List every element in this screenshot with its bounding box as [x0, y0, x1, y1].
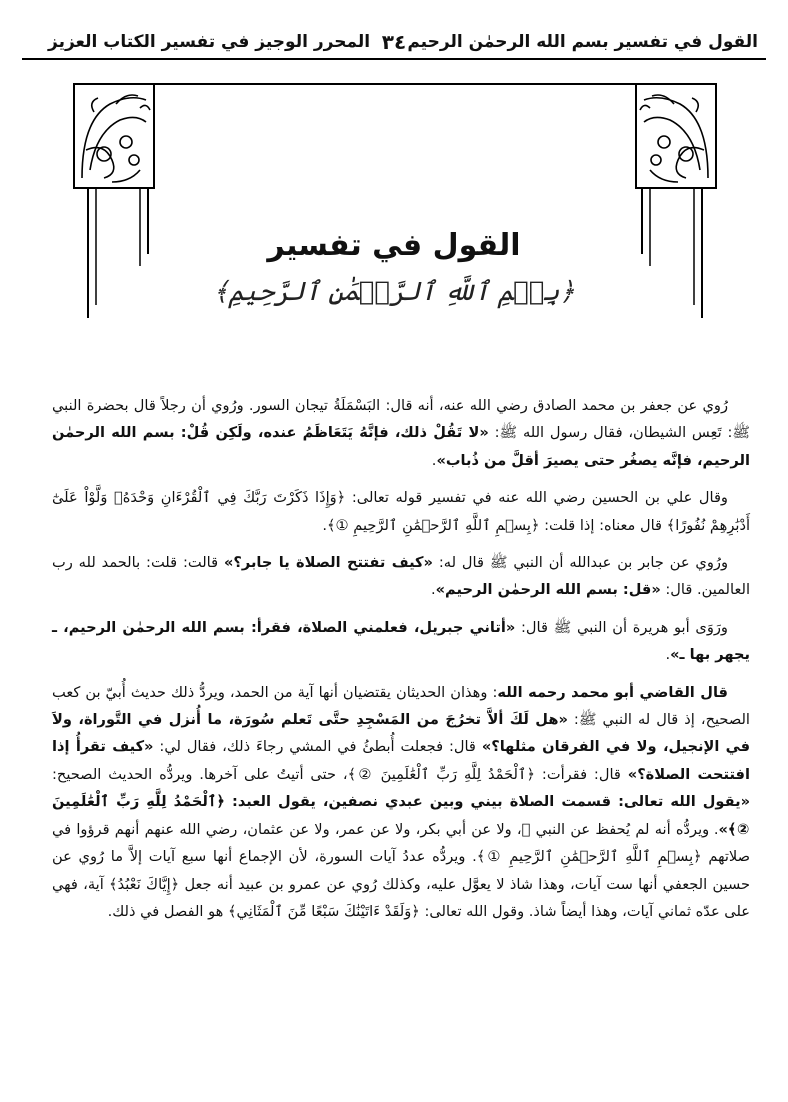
text-run: . [431, 451, 437, 469]
bold-text-run: «أتاني جبريل، فعلمني الصلاة، فقرأ: بسم الله الرحمٰن الرحيم، ـ يجهر بها ـ» [52, 618, 750, 664]
header-book-title: المحرر الوجيز في تفسير الكتاب العزيز [48, 32, 371, 52]
text-run: ورَوَى أبو هريرة أن النبي ﷺ قال: [515, 618, 728, 636]
ornament-left-icon [82, 95, 150, 182]
bold-text-run: «كيف تقرأُ إذا افتتحت الصلاة؟» [52, 738, 750, 783]
text-run: ورُوي عن جابر بن عبدالله أن النبي ﷺ قال له: [432, 554, 728, 572]
text-run: قال: فجعلت أُبطئُ في المشي رجاءَ ذلك، فقال لي: [153, 738, 482, 756]
paragraph [52, 614, 750, 669]
text-run: . [665, 646, 671, 664]
bold-text-run: «يقول الله تعالى: قسمت الصلاة بيني وبين عبدي نصفين، يقول العبد: ﴿ٱلْحَمْدُ لِلَّهِ رَبِّ ٱلْعَٰلَمِينَ ②﴾» [52, 793, 750, 838]
paragraph [52, 549, 750, 604]
text-run: : وهذان الحديثان يقتضيان أنها آية من الحمد، ويردُّ ذلك حديث أُبيّ بن كعب الصحيح، إذ قال له النبي ﷺ: [52, 683, 750, 729]
ornament-right-icon [640, 95, 708, 182]
bold-text-run: «كيف تفتتح الصلاة يا جابر؟» [223, 554, 433, 572]
text-run: قال: فقرأت: ﴿ٱلْحَمْدُ لِلَّهِ رَبِّ ٱلْعَٰلَمِينَ ②﴾، حتى أتيتُ على آخرها. ويردُّه الحديث الصحيح: [52, 765, 628, 783]
paragraph [52, 484, 750, 539]
paragraph [52, 679, 750, 926]
text-run: وقال علي بن الحسين رضي الله عنه في تفسير قوله تعالى: ﴿وَإِذَا ذَكَرْتَ رَبَّكَ فِي ٱلْقُرْءَانِ وَحْدَهُۥ وَلَّوْاْ عَلَىٰٓ أَدْبَٰرِهِمْ نُفُورًا﴾ قال معناه: إذا قلت: ﴿بِسۡمِ ٱللَّهِ ٱلرَّحۡمَٰنِ ٱلرَّحِيمِ ①﴾. [52, 489, 750, 534]
chapter-title-block [150, 228, 638, 307]
body-text [52, 392, 750, 935]
paragraph [52, 392, 750, 474]
bold-text-run: «قل: بسم الله الرحمٰن الرحيم» [435, 581, 661, 599]
chapter-title: القول في تفسير [267, 228, 521, 263]
bold-text-run: «هل لَكَ ألاَّ تخرُجَ من المَسْجِدِ حتَّى تَعلم سُورَة، ما أُنزل في التَّوراة، ولاَ في الإنجيل، ولا في الفرقان مثلها؟» [52, 711, 750, 756]
bold-text-run: قال القاضي أبو محمد رحمه الله [497, 683, 728, 701]
text-run: قالت: قلت: بالحمد لله رب العالمين. قال: [52, 554, 750, 599]
basmala-calligraphy: ﴿بِسۡمِ ٱللَّهِ ٱلرَّحۡمَٰنِ ٱلرَّحِيمِ﴾ [213, 277, 575, 307]
header-chapter-title: القول في تفسير بسم الله الرحمٰن الرحيم [407, 32, 758, 52]
text-run: . [430, 581, 436, 599]
page-number: ٣٤ [381, 30, 407, 54]
bold-text-run: «لا تَقُلْ ذلك، فإنَّهُ يَتَعَاظَمُ عنده، ولَكِن قُلْ: بسم الله الرحمٰن الرحيم، فإنَّه يصغُر حتى يصيرَ أقلَّ من ذُباب» [52, 424, 750, 469]
text-run: رُوي عن جعفر بن محمد الصادق رضي الله عنه، أنه قال: البَسْمَلَةُ تيجان السور. ورُوي أن رجلاً قال بحضرة النبي ﷺ: تَعِس الشيطان، فقال رسول الله ﷺ: [52, 397, 750, 442]
text-run: . ويردُّه أنه لم يُحفظ عن النبي ﷺ، ولا عن أبي بكر، ولا عن عمر، ولا عن عثمان، رضي الله عنهم أنهم قرؤوا في صلاتهم ﴿بِسۡمِ ٱللَّهِ ٱلرَّحۡمَٰنِ ٱلرَّحِيمِ ①﴾. ويردُّه عددُ آيات السورة، لأن الإجماع أنها سبع آيات إلاَّ ما رُوي عن حسين الجعفي أنها ست آيات، وهذا شاذ لا يعوَّل عليه، وكذلك رُوي عن عمرو بن عبيد أنه جعل ﴿إِيَّاكَ نَعْبُدُ﴾ آية، فهي على عدّه ثماني آيات، وهذا أيضاً شاذ. وقول الله تعالى: ﴿وَلَقَدْ ءَاتَيْنَٰكَ سَبْعًا مِّنَ ٱلْمَثَانِي﴾ هو الفصل في ذلك. [52, 820, 750, 920]
